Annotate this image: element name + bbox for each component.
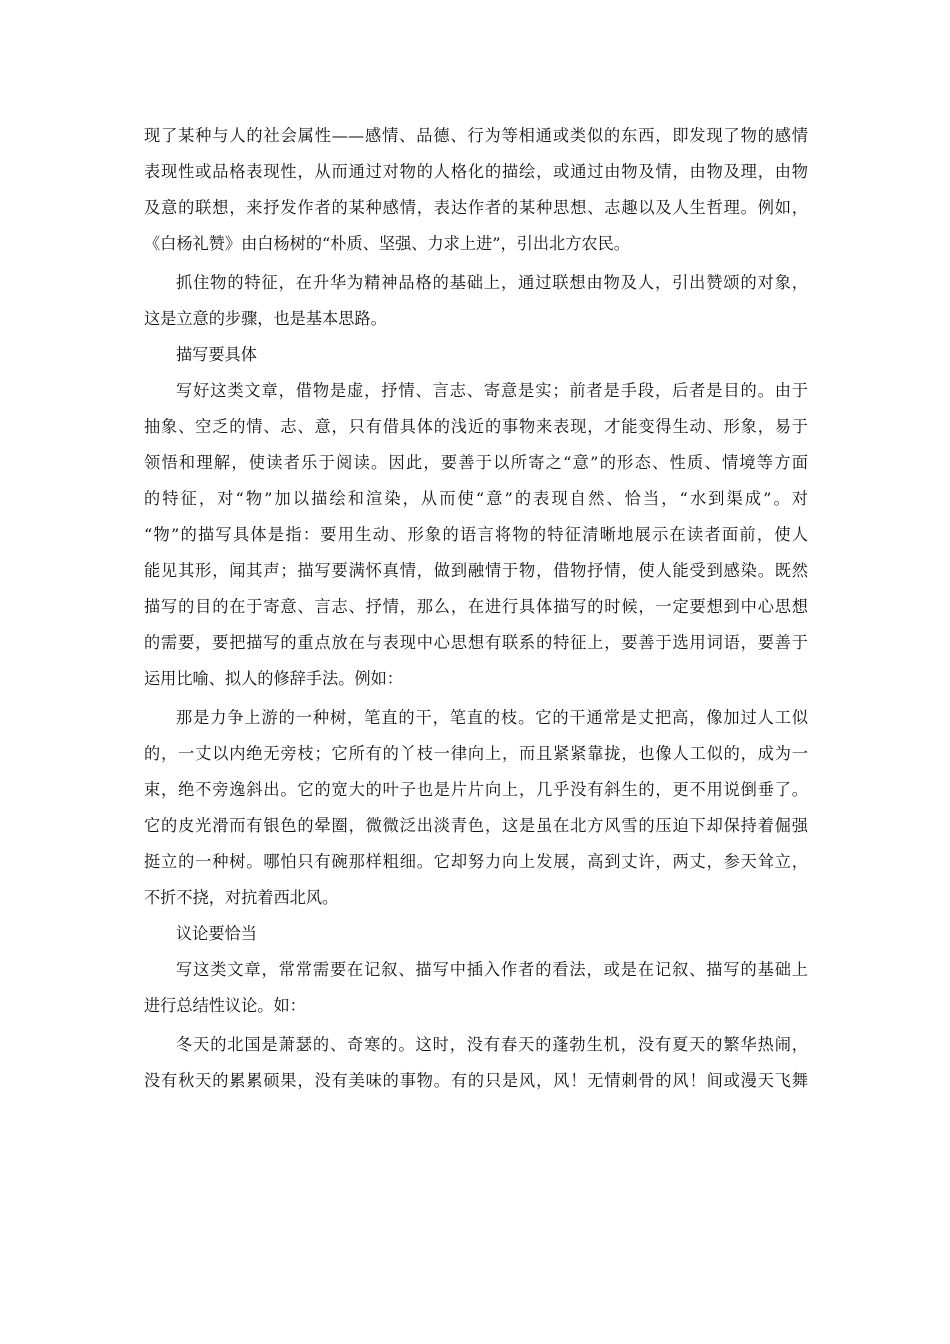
section-heading: 描写要具体 <box>176 345 257 364</box>
heading-description <box>144 337 808 373</box>
text-line: 及意的联想，来抒发作者的某种感情，表达作者的某种思想、志趣以及人生哲理。例如， <box>144 198 808 217</box>
text-line: 写这类文章，常常需要在记叙、描写中插入作者的看法，或是在记叙、描写的基础上 <box>176 960 808 979</box>
paragraph-steps <box>144 265 808 337</box>
section-heading: 议论要恰当 <box>176 924 257 943</box>
text-line: 运用比喻、拟人的修辞手法。例如： <box>144 669 403 688</box>
text-line: 描写的目的在于寄意、言志、抒情，那么，在进行具体描写的时候，一定要想到中心思想 <box>144 597 808 616</box>
text-line: 抽象、空乏的情、志、意，只有借具体的浅近的事物来表现，才能变得生动、形象，易于 <box>144 417 808 436</box>
text-line: 束，绝不旁逸斜出。它的宽大的叶子也是片片向上，几乎没有斜生的，更不用说倒垂了。 <box>144 780 808 799</box>
text-line: 的特征，对“物”加以描绘和渲染，从而使“意”的表现自然、恰当，“水到渠成”。对 <box>144 489 808 508</box>
text-line: 现了某种与人的社会属性——感情、品德、行为等相通或类似的东西，即发现了物的感情 <box>144 126 808 145</box>
text-line: 挺立的一种树。哪怕只有碗那样粗细。它却努力向上发展，高到丈许，两丈，参天耸立， <box>144 852 808 871</box>
text-line: 领悟和理解，使读者乐于阅读。因此，要善于以所寄之“意”的形态、性质、情境等方面 <box>144 453 808 472</box>
text-line: 不折不挠，对抗着西北风。 <box>144 888 339 907</box>
text-line: 《白杨礼赞》由白杨树的“朴质、坚强、力求上进”，引出北方农民。 <box>144 234 630 253</box>
text-line: 进行总结性议论。如： <box>144 996 306 1015</box>
text-line: 的，一丈以内绝无旁枝；它所有的丫枝一律向上，而且紧紧靠拢，也像人工似的，成为一 <box>144 744 808 763</box>
text-line: 抓住物的特征，在升华为精神品格的基础上，通过联想由物及人，引出赞颂的对象， <box>176 273 808 292</box>
text-line: 表现性或品格表现性，从而通过对物的人格化的描绘，或通过由物及情，由物及理，由物 <box>144 162 808 181</box>
paragraph-example-tree <box>144 700 808 916</box>
text-line: 写好这类文章，借物是虚，抒情、言志、寄意是实；前者是手段，后者是目的。由于 <box>176 381 808 400</box>
paragraph-argument <box>144 952 808 1024</box>
paragraph-features <box>144 118 808 262</box>
paragraph-description <box>144 373 808 697</box>
document-body <box>144 118 808 1099</box>
paragraph-example-winter <box>144 1027 808 1099</box>
text-line: 它的皮光滑而有银色的晕圈，微微泛出淡青色，这是虽在北方风雪的压迫下却保持着倔强 <box>144 816 808 835</box>
text-line: 没有秋天的累累硕果，没有美味的事物。有的只是风，风！无情刺骨的风！间或漫天飞舞 <box>144 1071 808 1090</box>
heading-argument <box>144 916 808 952</box>
text-line: 的需要，要把描写的重点放在与表现中心思想有联系的特征上，要善于选用词语，要善于 <box>144 633 808 652</box>
text-line: 冬天的北国是萧瑟的、奇寒的。这时，没有春天的蓬勃生机，没有夏天的繁华热闹， <box>176 1035 808 1054</box>
text-line: “物”的描写具体是指：要用生动、形象的语言将物的特征清晰地展示在读者面前，使人 <box>144 525 808 544</box>
text-line: 这是立意的步骤，也是基本思路。 <box>144 309 387 328</box>
text-line: 能见其形，闻其声；描写要满怀真情，做到融情于物，借物抒情，使人能受到感染。既然 <box>144 561 808 580</box>
text-line: 那是力争上游的一种树，笔直的干，笔直的枝。它的干通常是丈把高，像加过人工似 <box>176 708 808 727</box>
